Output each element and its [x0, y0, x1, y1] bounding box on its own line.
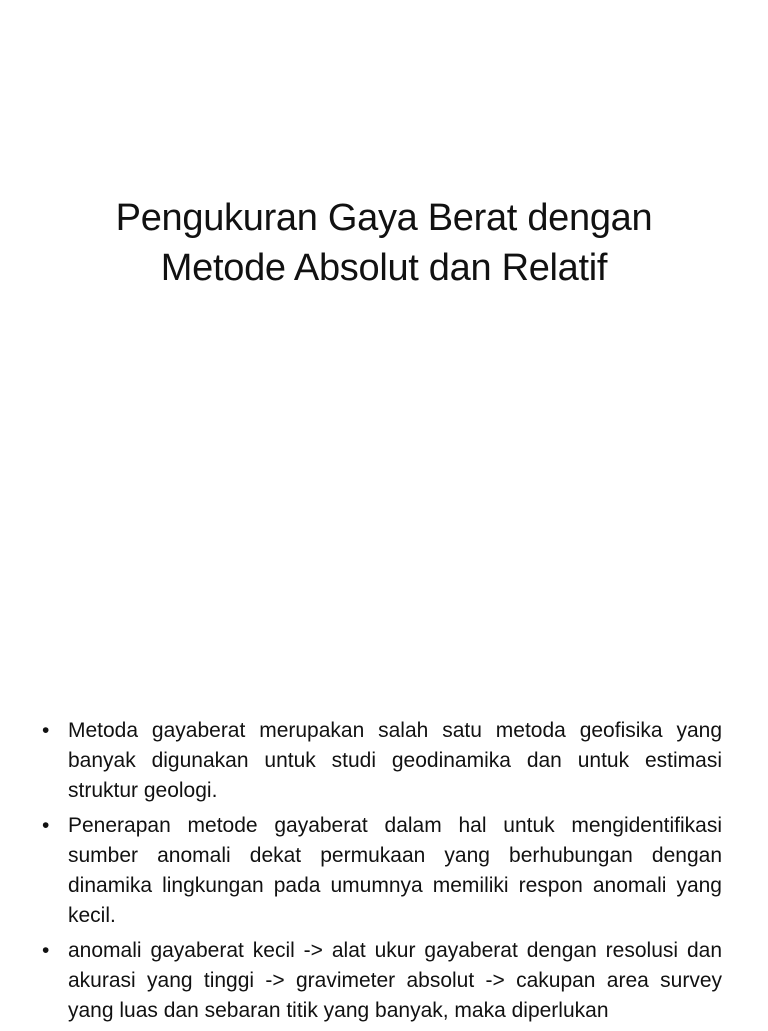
bullet-item-3 — [0, 936, 768, 1026]
bullet-list — [0, 716, 768, 1031]
slide-title-line-1: Pengukuran Gaya Berat dengan — [115, 197, 653, 239]
slide-title — [40, 193, 728, 293]
slide-title-line-2: Metode Absolut dan Relatif — [160, 247, 608, 289]
bullet-text-3: anomali gayaberat kecil -> alat ukur gayaberat dengan resolusi dan akurasi yang tinggi -> gravimeter absolut -> cakupan area survey yang luas dan sebaran titik yang banyak, maka diperlukan — [68, 939, 722, 1022]
bullet-dot-icon: • — [42, 814, 50, 837]
bullet-item-1 — [0, 716, 768, 806]
bullet-dot-icon: • — [42, 939, 50, 962]
bullet-text-2: Penerapan metode gayaberat dalam hal untuk mengidentifikasi sumber anomali dekat permukaan yang berhubungan dengan dinamika lingkungan pada umumnya memiliki respon anomali yang kecil. — [68, 814, 722, 927]
bullet-text-1: Metoda gayaberat merupakan salah satu metoda geofisika yang banyak digunakan untuk studi geodinamika dan untuk estimasi struktur geologi. — [68, 719, 722, 802]
bullet-dot-icon: • — [42, 719, 50, 742]
bullet-item-2 — [0, 811, 768, 931]
